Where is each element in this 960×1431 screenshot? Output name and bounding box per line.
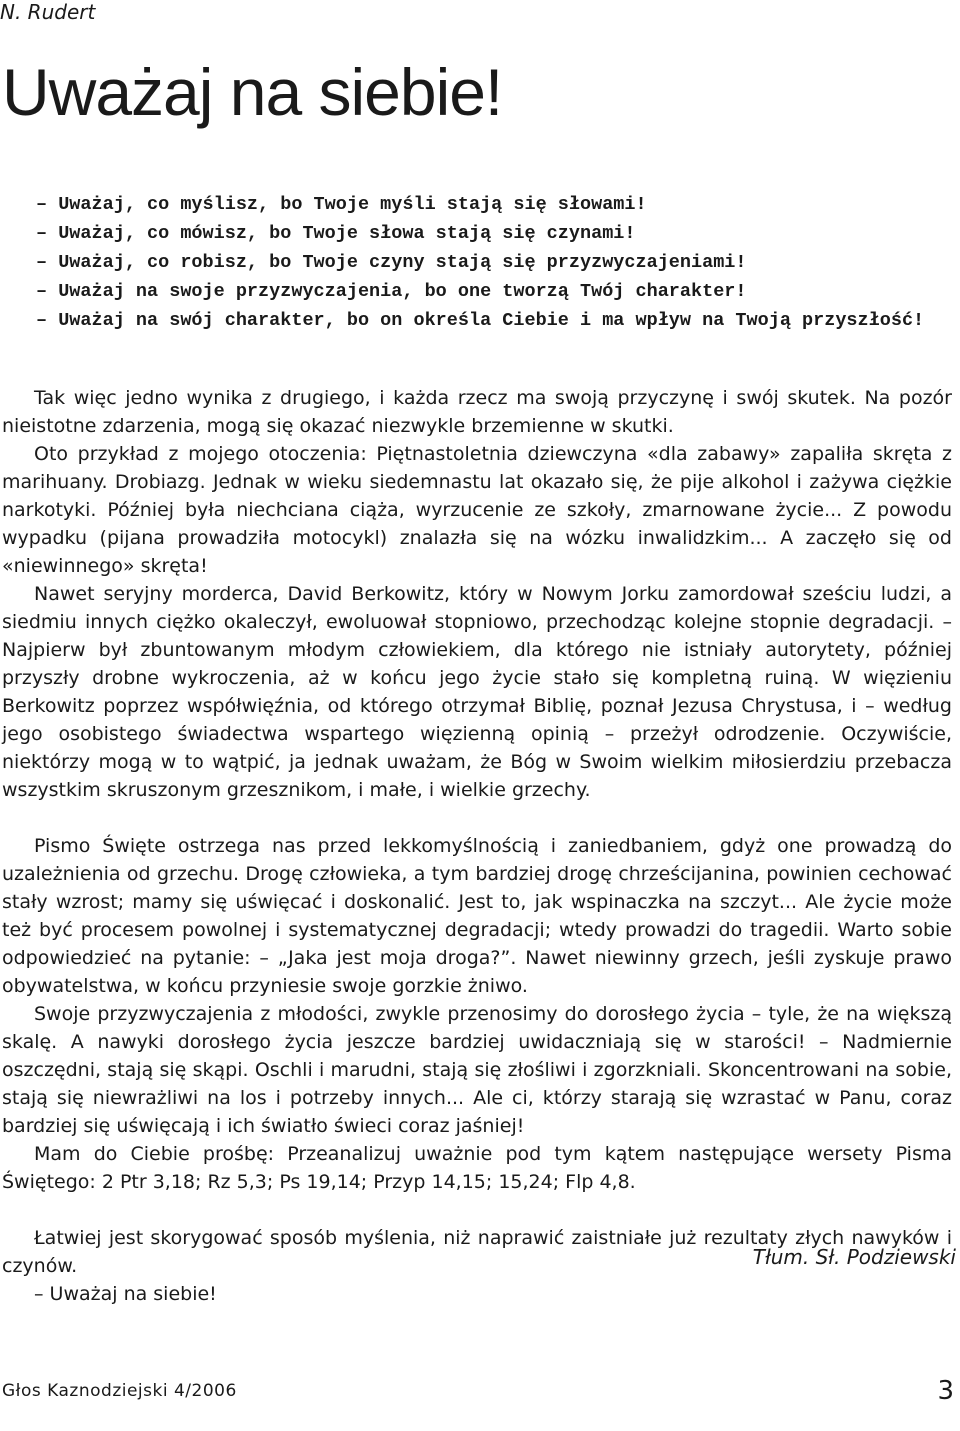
maxim-item: – Uważaj na swój charakter, bo on określa Ciebie i ma wpływ na Twoją przyszłość!: [36, 310, 925, 331]
closing-line: – Uważaj na siebie!: [34, 1283, 217, 1305]
translator-credit: Tłum. Sł. Podziewski: [752, 1245, 956, 1269]
maxim-item: – Uważaj, co robisz, bo Twoje czyny stają się przyzwyczajeniami!: [36, 252, 747, 273]
paragraph: Pismo Święte ostrzega nas przed lekkomyślnością i zaniedbaniem, gdyż one prowadzą do uzależnienia od grzechu. Drogę człowieka, a tym bardziej drogę chrześcijanina, powinien cechować stały wzrost; mamy się uświęcać i doskonalić. Jest to, jak wspinaczka na szczyt... Ale życie może też być procesem powolnej i systematycznej degradacji; wtedy prowadzi do tragedii. Warto sobie odpowiedzieć na pytanie: – „Jaka jest moja droga?”. Nawet niewinny grzech, jeśli zyskuje prawo obywatelstwa, w końcu przyniesie swoje gorzkie żniwo.: [2, 835, 952, 997]
paragraph: Łatwiej jest skorygować sposób myślenia, niż naprawić zaistniałe już rezultaty złych nawyków i czynów.: [2, 1227, 952, 1277]
author-line: N. Rudert: [0, 0, 96, 24]
article-body: [2, 384, 952, 1308]
page-title: Uważaj na siebie!: [2, 55, 503, 129]
paragraph: Mam do Ciebie prośbę: Przeanalizuj uważnie pod tym kątem następujące wersety Pisma Świętego: 2 Ptr 3,18; Rz 5,3; Ps 19,14; Przyp 14,15; 15,24; Flp 4,8.: [2, 1143, 952, 1193]
publication-source: Głos Kaznodziejski 4/2006: [2, 1381, 237, 1401]
paragraph: Swoje przyzwyczajenia z młodości, zwykle przenosimy do dorosłego życia – tyle, że na większą skalę. A nawyki dorosłego życia jeszcze bardziej uwidaczniają się w starości! – Nadmiernie oszczędni, stają się skąpi. Oschli i marudni, stają się złośliwi i zgorzkniali. Skoncentrowani na sobie, stają się niewrażliwi na los i potrzeby innych... Ale ci, którzy starają się wzrastać w Panu, coraz bardziej się uświęcają i ich światło świeci coraz jaśniej!: [2, 1003, 952, 1137]
maxim-item: – Uważaj, co myślisz, bo Twoje myśli stają się słowami!: [36, 194, 647, 215]
page-number: 3: [937, 1376, 954, 1406]
maxim-item: – Uważaj na swoje przyzwyczajenia, bo one tworzą Twój charakter!: [36, 281, 747, 302]
maxim-item: – Uważaj, co mówisz, bo Twoje słowa stają się czynami!: [36, 223, 636, 244]
paragraph: Tak więc jedno wynika z drugiego, i każda rzecz ma swoją przyczynę i swój skutek. Na pozór nieistotne zdarzenia, mogą się okazać niezwykle brzemienne w skutki.: [2, 387, 952, 437]
paragraph: Nawet seryjny morderca, David Berkowitz, który w Nowym Jorku zamordował sześciu ludzi, a siedmiu innych ciężko okaleczył, ewoluował stopniowo, przechodząc kolejne stopnie degradacji. – Najpierw był zbuntowanym młodym człowiekiem, dla którego nie istniały autorytety, później przyszły drobne wykroczenia, aż w końcu jego życie stało się kompletną ruiną. W więzieniu Berkowitz poprzez współwięźnia, od którego otrzymał Biblię, poznał Jezusa Chrystusa, i – według jego osobistego świadectwa wspartego więzienną opinią – przeżył odrodzenie. Oczywiście, niektórzy mogą w to wątpić, ja jednak uważam, że Bóg w Swoim wielkim miłosierdziu przebacza wszystkim skruszonym grzesznikom, i małe, i wielkie grzechy.: [2, 583, 952, 801]
maxims-list: [36, 190, 936, 335]
paragraph: Oto przykład z mojego otoczenia: Piętnastoletnia dziewczyna «dla zabawy» zapaliła skręta z marihuany. Drobiazg. Jednak w wieku siedemnastu lat okazało się, że pije alkohol i zażywa ciężkie narkotyki. Później była niechciana ciąża, wyrzucenie ze szkoły, zmarnowane życie... Z powodu wypadku (pijana prowadziła motocykl) znalazła się na wózku inwalidzkim... A zaczęło się od «niewinnego» skręta!: [2, 443, 952, 577]
